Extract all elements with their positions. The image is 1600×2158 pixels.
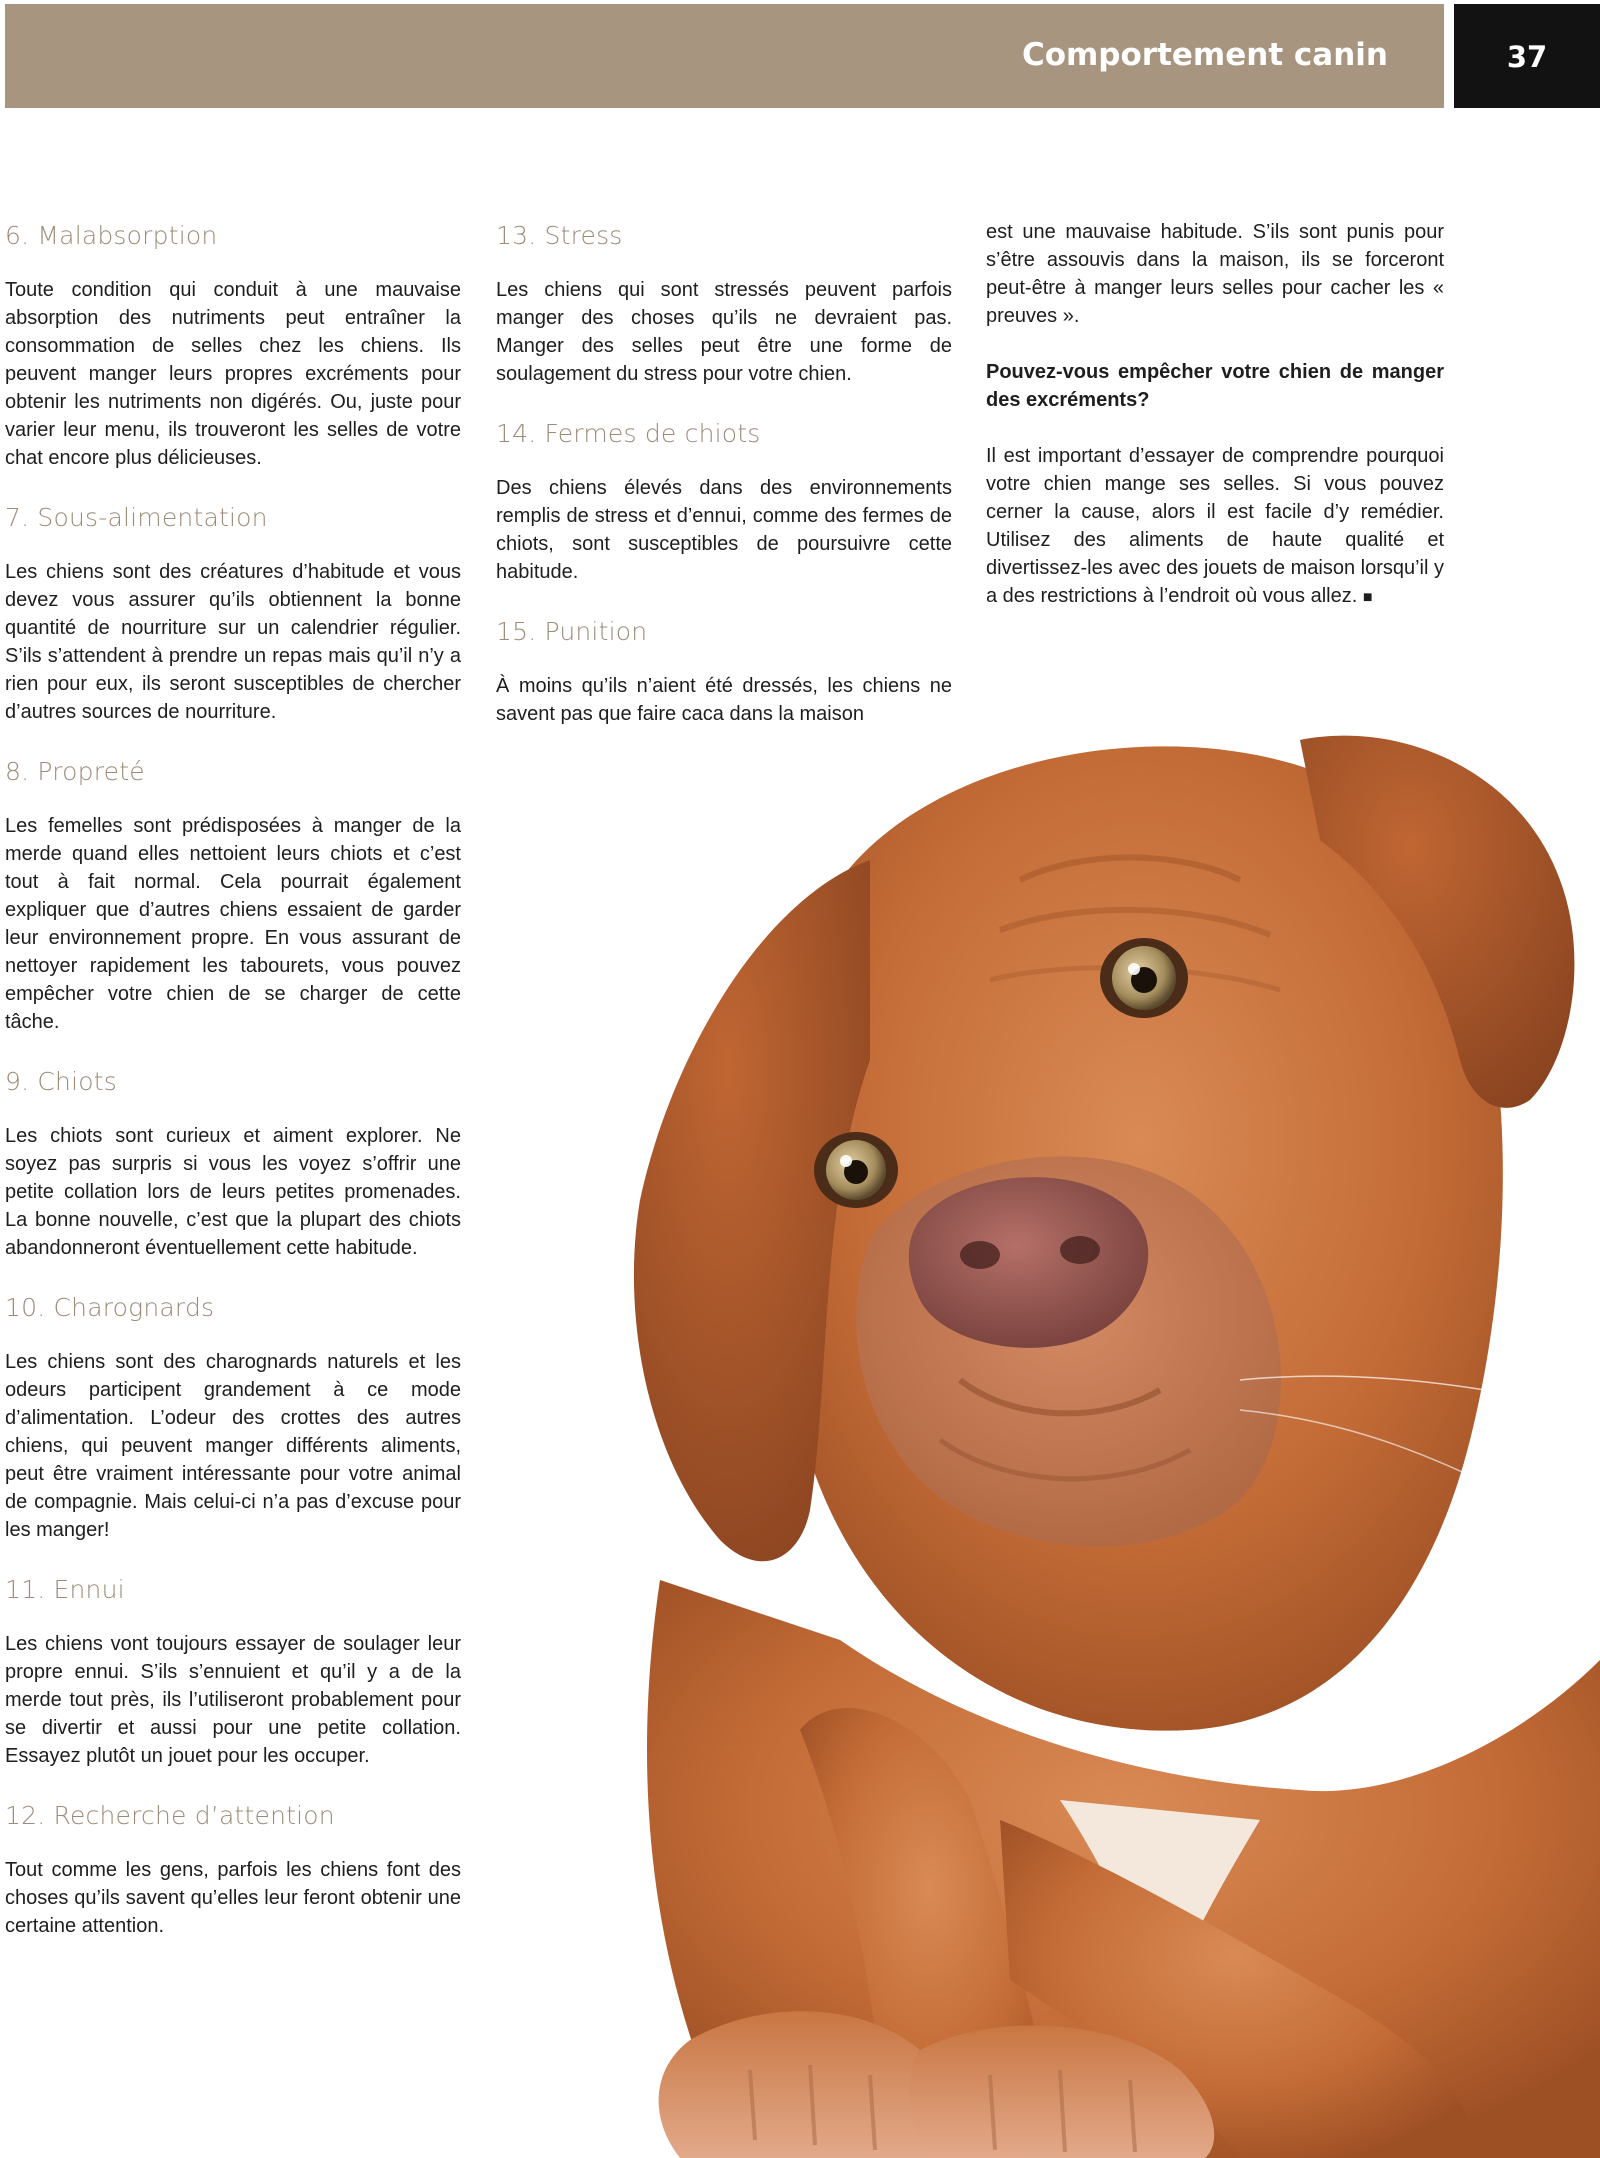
section-body: Les chiots sont curieux et aiment explorer. Ne soyez pas surpris si vous les voyez s’offrir une petite collation lors de leurs petites promenades. La bonne nouvelle, c’est que la plupart des chiots abandonneront éventuellement cette habitude. — [5, 1125, 461, 1259]
conclusion-question: Pouvez-vous empêcher votre chien de manger des excréments? — [986, 361, 1444, 411]
section-proprete — [5, 754, 461, 1036]
section-sous-alimentation — [5, 500, 461, 726]
section-heading: 11. Ennui — [5, 1575, 125, 1604]
section-chiots — [5, 1064, 461, 1262]
section-heading: 6. Malabsorption — [5, 221, 218, 250]
puppy-nose — [909, 1177, 1148, 1348]
page-number-box — [1454, 4, 1600, 108]
section-punition — [496, 614, 952, 728]
section-body: Les chiens sont des créatures d’habitude et vous devez vous assurer qu’ils obtiennent la bonne quantité de nourriture sur un calendrier régulier. S’ils s’attendent à prendre un repas mais qu’il n’y a rien pour eux, ils seront susceptibles de chercher d’autres sources de nourriture. — [5, 561, 461, 723]
puppy-photo — [540, 680, 1600, 2158]
section-heading: 13. Stress — [496, 221, 623, 250]
section-body: À moins qu’ils n’aient été dressés, les chiens ne savent pas que faire caca dans la maison — [496, 675, 952, 725]
section-heading: 12. Recherche d’attention — [5, 1801, 335, 1830]
section-stress — [496, 218, 952, 388]
section-heading: 7. Sous-alimentation — [5, 503, 268, 532]
section-ennui — [5, 1572, 461, 1770]
section-malabsorption — [5, 218, 461, 472]
section-recherche-attention — [5, 1798, 461, 1940]
conclusion-body — [986, 442, 1444, 612]
section-body: Toute condition qui conduit à une mauvaise absorption des nutriments peut entraîner la consommation de selles chez les chiens. Ils peuvent manger leurs propres excréments pour obtenir les nutriments non digérés. Ou, juste pour varier leur menu, ils trouveront les selles de votre chat encore plus délicieuses. — [5, 279, 461, 469]
column-3 — [986, 218, 1444, 640]
page-number: 37 — [1506, 40, 1548, 74]
section-heading: 10. Charognards — [5, 1293, 215, 1322]
section-body: Des chiens élevés dans des environnements remplis de stress et d’ennui, comme des fermes de chiots, sont susceptibles de poursuivre cette habitude. — [496, 477, 952, 583]
end-mark-icon: ■ — [1362, 589, 1373, 606]
section-charognards — [5, 1290, 461, 1544]
section-heading: 8. Propreté — [5, 757, 145, 786]
conclusion-text: Il est important d’essayer de comprendre pourquoi votre chien mange ses selles. Si vous pouvez cerner la cause, alors il est facile d’y remédier. Utilisez des aliments de haute qualité et divertissez-les avec des jouets de maison lorsqu’il y a des restrictions à l’endroit où vous allez. — [986, 445, 1444, 607]
section-body: Les chiens sont des charognards naturels et les odeurs participent grandement à ce mode d’alimentation. L’odeur des crottes des autres chiens, qui peuvent manger différents aliments, peut être vraiment intéressante pour votre animal de compagnie. Mais celui-ci n’a pas d’excuse pour les manger! — [5, 1351, 461, 1541]
section-body: Les femelles sont prédisposées à manger de la merde quand elles nettoient leurs chiots et c’est tout à fait normal. Cela pourrait également expliquer que d’autres chiens essaient de garder leur environnement propre. En vous assurant de nettoyer rapidement les tabourets, vous pouvez empêcher votre chien de se charger de cette tâche. — [5, 815, 461, 1033]
section-body: Les chiens qui sont stressés peuvent parfois manger des choses qu’ils ne devraient pas. Manger des selles peut être une forme de soulagement du stress pour votre chien. — [496, 279, 952, 385]
punition-body-continued: est une mauvaise habitude. S’ils sont punis pour s’être assouvis dans la maison, ils se forceront peut-être à manger leurs selles pour cacher les « preuves ». — [986, 221, 1444, 327]
header-bar — [5, 4, 1444, 108]
section-heading: 14. Fermes de chiots — [496, 419, 761, 448]
column-1 — [5, 218, 461, 1968]
section-heading: 15. Punition — [496, 617, 648, 646]
column-2 — [496, 218, 952, 756]
section-heading: 9. Chiots — [5, 1067, 117, 1096]
section-fermes-chiots — [496, 416, 952, 586]
running-head-title: Comportement canin — [1021, 37, 1388, 73]
section-body: Les chiens vont toujours essayer de soulager leur propre ennui. S’ils s’ennuient et qu’il y a de la merde tout près, ils l’utiliseront probablement pour se divertir et aussi pour une petite collation. Essayez plutôt un jouet pour les occuper. — [5, 1633, 461, 1767]
section-body: Tout comme les gens, parfois les chiens font des choses qu’ils savent qu’elles leur feront obtenir une certaine attention. — [5, 1859, 461, 1937]
